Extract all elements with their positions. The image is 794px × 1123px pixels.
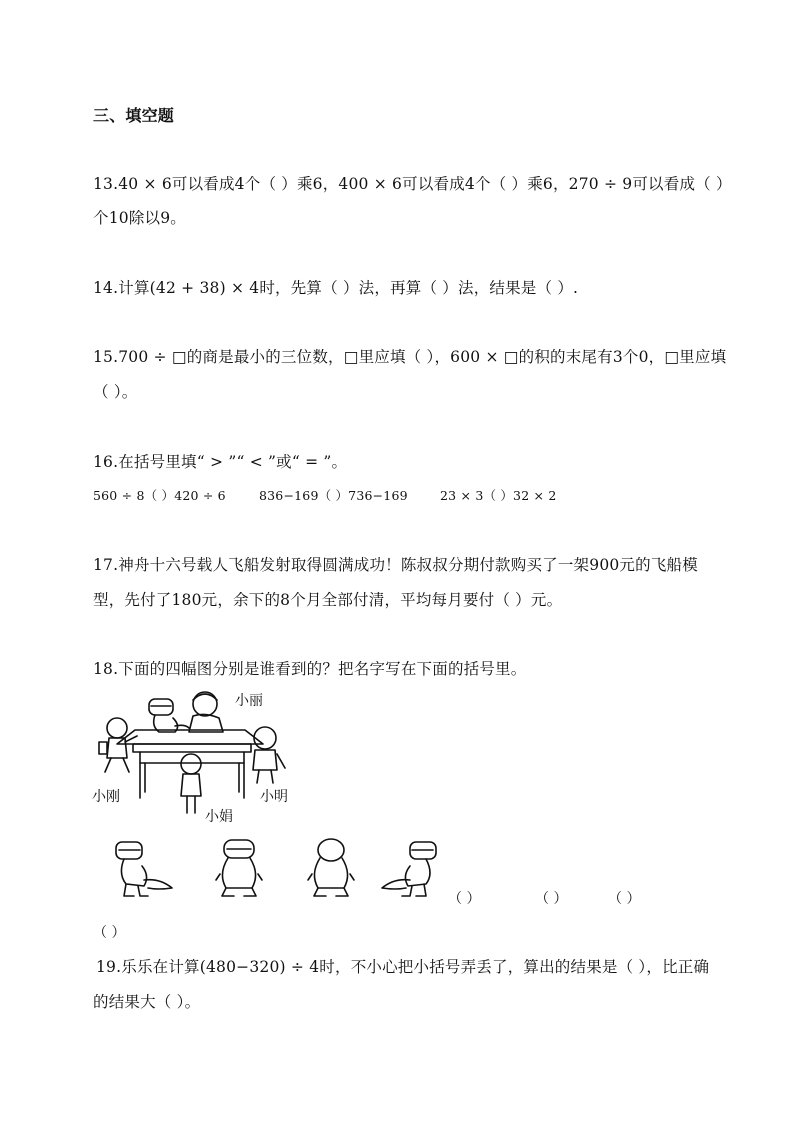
answer-blank-1[interactable]: （ ） bbox=[448, 891, 481, 907]
question-17-line-2: 型，先付了180元，余下的8个月全部付清，平均每月要付（ ）元。 bbox=[93, 591, 563, 609]
comparison-item-1: 560 ÷ 8（ ）420 ÷ 6 bbox=[93, 488, 226, 503]
question-17-line-1: 17.神舟十六号载人飞船发射取得圆满成功！陈叔叔分期付款购买了一架900元的飞船模 bbox=[93, 556, 698, 574]
comparison-item-3: 23 × 3（ ）32 × 2 bbox=[440, 488, 557, 503]
label-xiaojuan: 小娟 bbox=[205, 809, 233, 825]
answer-blank-4[interactable]: （ ） bbox=[93, 925, 126, 941]
question-14-line-1: 14.计算(42 + 38) × 4时，先算（ ）法，再算（ ）法，结果是（ ）. bbox=[93, 279, 579, 297]
question-19-line-2: 的结果大（ ）。 bbox=[93, 993, 201, 1011]
question-13-line-1: 13.40 × 6可以看成4个（ ）乘6，400 × 6可以看成4个（ ）乘6，270 ÷ 9可以看成（ ） bbox=[93, 175, 732, 193]
answer-blank-2[interactable]: （ ） bbox=[535, 891, 568, 907]
dino-view-2 bbox=[214, 838, 268, 902]
question-15-line-2: （ ）。 bbox=[93, 383, 138, 401]
dino-view-3 bbox=[306, 838, 360, 902]
child-xiaoming bbox=[253, 727, 285, 783]
comparison-item-2: 836−169（ ）736−169 bbox=[259, 488, 408, 503]
answer-blank-3[interactable]: （ ） bbox=[608, 891, 641, 907]
table-drawing bbox=[117, 730, 263, 798]
question-18-line-1: 18.下面的四幅图分别是谁看到的？把名字写在下面的括号里。 bbox=[93, 660, 527, 678]
dinosaur-toy bbox=[149, 699, 189, 732]
child-xiaoli bbox=[189, 692, 223, 732]
section-title: 三、填空题 bbox=[93, 106, 175, 125]
question-16-line-1: 16.在括号里填“ > ”“ < ”或“ = ”。 bbox=[93, 453, 348, 471]
label-xiaoli: 小丽 bbox=[235, 693, 263, 709]
question-19-line-1: 19.乐乐在计算(480−320) ÷ 4时，不小心把小括号弄丢了，算出的结果是（ ），比正确 bbox=[96, 958, 710, 976]
dino-view-1 bbox=[110, 840, 180, 902]
question-13-line-2: 个10除以9。 bbox=[93, 209, 186, 227]
label-xiaogang: 小刚 bbox=[92, 789, 120, 805]
child-xiaogang bbox=[99, 718, 137, 772]
dino-view-4 bbox=[378, 840, 448, 902]
label-xiaoming: 小明 bbox=[260, 789, 288, 805]
question-15-line-1: 15.700 ÷ □的商是最小的三位数，□里应填（ ），600 × □的积的末尾有3个0，□里应填 bbox=[93, 348, 727, 366]
